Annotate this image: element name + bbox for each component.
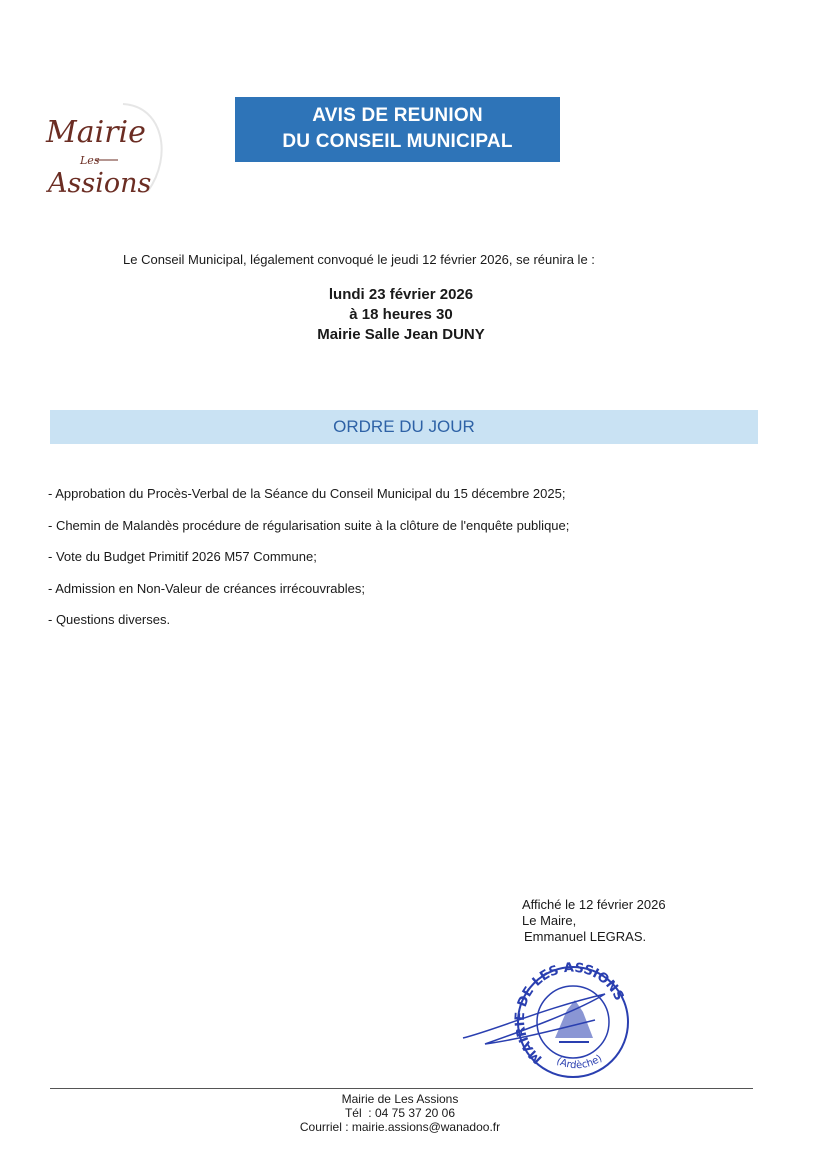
signoff xyxy=(522,897,666,945)
intro-text: Le Conseil Municipal, légalement convoqué le jeudi 12 février 2026, se réunira le : xyxy=(123,252,595,267)
logo-les-text: Les xyxy=(80,154,100,167)
meeting-details xyxy=(250,285,552,345)
footer-email: Courriel : mairie.assions@wanadoo.fr xyxy=(299,1120,501,1134)
meeting-place: Mairie Salle Jean DUNY xyxy=(317,326,485,343)
mairie-logo xyxy=(38,96,188,206)
footer-name: Mairie de Les Assions xyxy=(341,1092,459,1106)
title-line-1: AVIS DE REUNION xyxy=(312,105,483,126)
mayor-name: Emmanuel LEGRAS. xyxy=(524,929,647,944)
meeting-time: à 18 heures 30 xyxy=(349,306,453,323)
mayor-role: Le Maire, xyxy=(522,913,577,928)
posted-date: Affiché le 12 février 2026 xyxy=(522,897,666,912)
notice-title xyxy=(235,97,560,162)
footer-phone: Tél : 04 75 37 20 06 xyxy=(344,1106,456,1120)
footer-divider xyxy=(50,1088,753,1089)
agenda-item: - Questions diverses. xyxy=(48,612,171,627)
official-stamp xyxy=(455,960,635,1080)
footer xyxy=(250,1092,550,1134)
logo-assions-text: Assions xyxy=(48,168,152,199)
logo-mairie-text: Mairie xyxy=(46,115,146,150)
title-line-2: DU CONSEIL MUNICIPAL xyxy=(282,131,513,152)
agenda-list xyxy=(48,486,569,644)
agenda-item: - Approbation du Procès-Verbal de la Séance du Conseil Municipal du 15 décembre 2025; xyxy=(48,486,566,501)
agenda-heading: ORDRE DU JOUR xyxy=(50,410,758,444)
stamp-top-text: MAIRIE DE LES ASSIONS xyxy=(512,960,627,1067)
meeting-date: lundi 23 février 2026 xyxy=(328,286,474,303)
agenda-item: - Vote du Budget Primitif 2026 M57 Commune; xyxy=(48,549,317,564)
stamp-bottom-text: (Ardèche) xyxy=(554,1053,605,1072)
agenda-item: - Chemin de Malandès procédure de régularisation suite à la clôture de l'enquête publique; xyxy=(48,517,570,533)
agenda-item: - Admission en Non-Valeur de créances irrécouvrables; xyxy=(48,580,365,596)
